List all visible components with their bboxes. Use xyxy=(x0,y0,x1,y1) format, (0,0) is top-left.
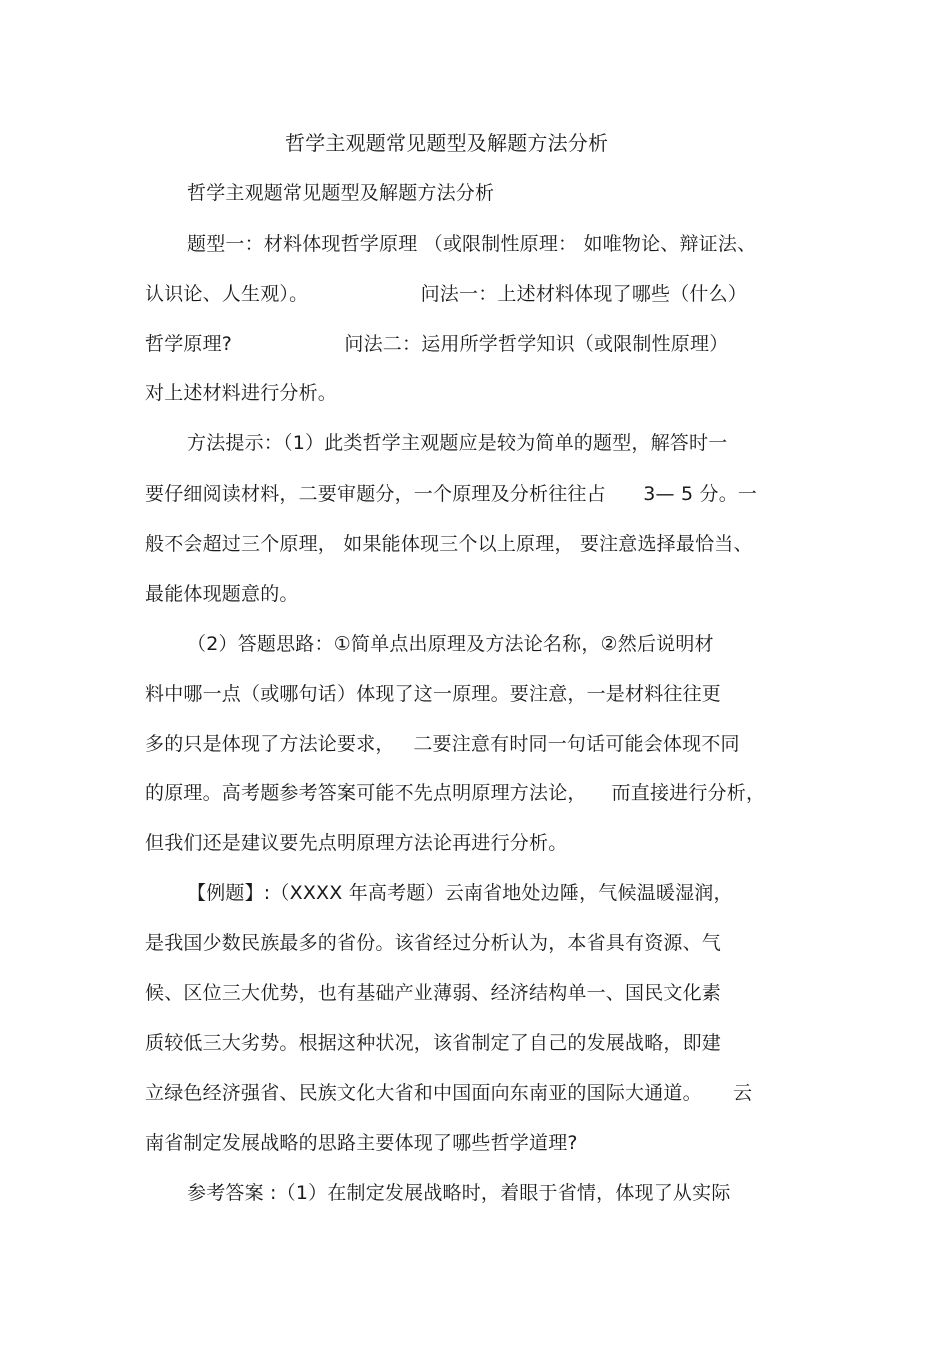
paragraph-line: 候、区位三大优势，也有基础产业薄弱、经济结构单一、国民文化素 xyxy=(145,982,722,1004)
paragraph-line: 是我国少数民族最多的省份。该省经过分析认为，本省具有资源、气 xyxy=(145,932,722,954)
paragraph-line: 认识论、人生观）。 问法一：上述材料体现了哪些（什么） xyxy=(145,283,748,305)
paragraph-line: 最能体现题意的。 xyxy=(145,583,299,605)
paragraph-line: 对上述材料进行分析。 xyxy=(145,382,338,404)
paragraph-line: （2）答题思路：①简单点出原理及方法论名称，②然后说明材 xyxy=(187,633,714,655)
document-subtitle: 哲学主观题常见题型及解题方法分析 xyxy=(187,182,495,204)
paragraph-line: 【例题】:（XXXX 年高考题）云南省地处边陲，气候温暖湿润， xyxy=(187,882,733,904)
paragraph-line: 题型一：材料体现哲学原理 （或限制性原理： 如唯物论、辩证法、 xyxy=(187,233,757,255)
paragraph-line: 但我们还是建议要先点明原理方法论再进行分析。 xyxy=(145,832,568,854)
paragraph-line: 的原理。高考题参考答案可能不先点明原理方法论， 而直接进行分析， xyxy=(145,782,766,804)
paragraph-line: 料中哪一点（或哪句话）体现了这一原理。要注意，一是材料往往更 xyxy=(145,683,722,705)
paragraph-line: 要仔细阅读材料，二要审题分，一个原理及分析往往占 3— 5 分。一 xyxy=(145,483,758,505)
paragraph-line: 南省制定发展战略的思路主要体现了哪些哲学道理? xyxy=(145,1132,578,1154)
paragraph-line: 般不会超过三个原理， 如果能体现三个以上原理， 要注意选择最恰当、 xyxy=(145,533,753,555)
document-title: 哲学主观题常见题型及解题方法分析 xyxy=(285,131,609,155)
paragraph-line: 质较低三大劣势。根据这种状况，该省制定了自己的发展战略，即建 xyxy=(145,1032,722,1054)
paragraph-line: 多的只是体现了方法论要求， 二要注意有时同一句话可能会体现不同 xyxy=(145,733,740,755)
paragraph-line: 参考答案 :（1）在制定发展战略时，着眼于省情，体现了从实际 xyxy=(187,1182,731,1204)
paragraph-line: 哲学原理? 问法二：运用所学哲学知识（或限制性原理） xyxy=(145,333,729,355)
paragraph-line: 立绿色经济强省、民族文化大省和中国面向东南亚的国际大通道。 云 xyxy=(145,1082,753,1104)
paragraph-line: 方法提示：（1）此类哲学主观题应是较为简单的题型，解答时一 xyxy=(187,432,728,454)
